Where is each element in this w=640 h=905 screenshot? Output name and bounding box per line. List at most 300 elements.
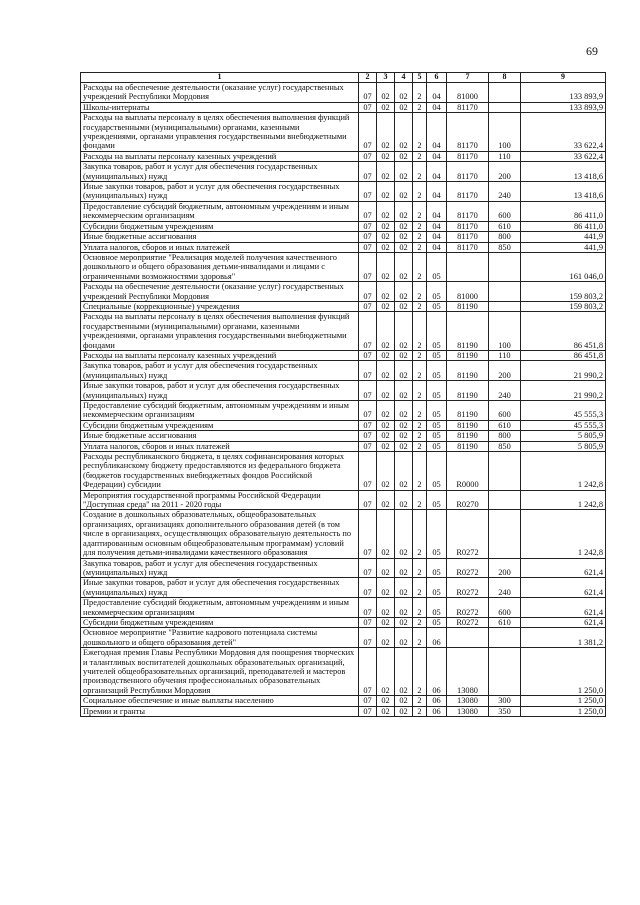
table-row — [81, 201, 606, 221]
code-section-cell: 07 — [359, 350, 377, 360]
code-program-cell: 02 — [395, 706, 413, 716]
amount-cell: 21 990,2 — [521, 381, 606, 401]
code-subprogram-cell: 2 — [413, 102, 427, 112]
code-subprogram-cell: 2 — [413, 617, 427, 627]
code-measure-cell: 05 — [427, 361, 447, 381]
code-subprogram-cell: 2 — [413, 242, 427, 252]
code-subsection-cell: 02 — [377, 113, 395, 152]
code-subsection-cell: 02 — [377, 578, 395, 598]
code-direction-cell: 13080 — [447, 648, 489, 696]
table-row — [81, 301, 606, 311]
code-subsection-cell: 02 — [377, 401, 395, 421]
code-section-cell: 07 — [359, 490, 377, 510]
code-expense-type-cell — [489, 282, 521, 302]
code-subsection-cell: 02 — [377, 201, 395, 221]
item-name-cell: Основное мероприятие "Реализация моделей получения качественного дошкольного и общего образования детьми-инвалидами и лицами с ограниченными возможностями здоровья" — [81, 252, 359, 281]
amount-cell: 1 242,8 — [521, 510, 606, 558]
code-section-cell: 07 — [359, 381, 377, 401]
code-measure-cell: 05 — [427, 578, 447, 598]
amount-cell: 5 805,9 — [521, 431, 606, 441]
code-measure-cell: 05 — [427, 381, 447, 401]
column-header-7: 7 — [447, 73, 489, 83]
code-section-cell: 07 — [359, 301, 377, 311]
code-measure-cell: 04 — [427, 182, 447, 202]
code-subsection-cell: 02 — [377, 221, 395, 231]
amount-cell: 33 622,4 — [521, 113, 606, 152]
code-program-cell: 02 — [395, 312, 413, 351]
code-expense-type-cell: 600 — [489, 401, 521, 421]
table-row — [81, 628, 606, 648]
amount-cell: 1 242,8 — [521, 452, 606, 491]
table-row — [81, 252, 606, 281]
item-name-cell: Иные бюджетные ассигнования — [81, 431, 359, 441]
code-subprogram-cell: 2 — [413, 201, 427, 221]
code-direction-cell: 81170 — [447, 242, 489, 252]
code-section-cell: 07 — [359, 182, 377, 202]
code-section-cell: 07 — [359, 361, 377, 381]
code-measure-cell: 04 — [427, 221, 447, 231]
code-measure-cell: 06 — [427, 706, 447, 716]
column-header-8: 8 — [489, 73, 521, 83]
code-program-cell: 02 — [395, 221, 413, 231]
code-direction-cell: R0272 — [447, 558, 489, 578]
code-subsection-cell: 02 — [377, 162, 395, 182]
code-expense-type-cell — [489, 102, 521, 112]
code-program-cell: 02 — [395, 696, 413, 706]
item-name-cell: Иные закупки товаров, работ и услуг для обеспечения государственных (муниципальных) нужд — [81, 381, 359, 401]
table-row — [81, 648, 606, 696]
code-subprogram-cell: 2 — [413, 558, 427, 578]
code-measure-cell: 04 — [427, 113, 447, 152]
code-section-cell: 07 — [359, 221, 377, 231]
code-program-cell: 02 — [395, 232, 413, 242]
item-name-cell: Расходы республиканского бюджета, в целях софинансирования которых республиканскому бюджету предоставляются из федерального бюджета (бюджетов государственных внебюджетных фондов Российской Федерации) субсидии — [81, 452, 359, 491]
code-subsection-cell: 02 — [377, 361, 395, 381]
column-header-1: 1 — [81, 73, 359, 83]
code-section-cell: 07 — [359, 401, 377, 421]
code-subsection-cell: 02 — [377, 617, 395, 627]
code-section-cell: 07 — [359, 706, 377, 716]
code-expense-type-cell — [489, 628, 521, 648]
item-name-cell: Социальное обеспечение и иные выплаты населению — [81, 696, 359, 706]
code-measure-cell: 05 — [427, 558, 447, 578]
code-section-cell: 07 — [359, 201, 377, 221]
code-program-cell: 02 — [395, 490, 413, 510]
code-direction-cell: R0270 — [447, 490, 489, 510]
code-program-cell: 02 — [395, 648, 413, 696]
code-expense-type-cell: 200 — [489, 162, 521, 182]
code-direction-cell: 13080 — [447, 696, 489, 706]
code-subprogram-cell: 2 — [413, 162, 427, 182]
code-section-cell: 07 — [359, 431, 377, 441]
code-measure-cell: 05 — [427, 490, 447, 510]
code-direction-cell: 81170 — [447, 113, 489, 152]
amount-cell: 621,4 — [521, 598, 606, 618]
code-subsection-cell: 02 — [377, 558, 395, 578]
code-expense-type-cell — [489, 648, 521, 696]
code-program-cell: 02 — [395, 452, 413, 491]
code-program-cell: 02 — [395, 282, 413, 302]
item-name-cell: Мероприятия государственной программы Российской Федерации "Доступная среда" на 2011 - 2020 годы — [81, 490, 359, 510]
code-expense-type-cell: 800 — [489, 431, 521, 441]
table-row — [81, 221, 606, 231]
code-subprogram-cell: 2 — [413, 151, 427, 161]
code-program-cell: 02 — [395, 201, 413, 221]
column-header-6: 6 — [427, 73, 447, 83]
code-direction-cell: 13080 — [447, 706, 489, 716]
code-measure-cell: 05 — [427, 312, 447, 351]
code-measure-cell: 05 — [427, 252, 447, 281]
code-subprogram-cell: 2 — [413, 510, 427, 558]
amount-cell: 621,4 — [521, 578, 606, 598]
code-section-cell: 07 — [359, 102, 377, 112]
item-name-cell: Расходы на выплаты персоналу казенных учреждений — [81, 350, 359, 360]
table-row — [81, 452, 606, 491]
code-direction-cell: 81190 — [447, 441, 489, 451]
code-section-cell: 07 — [359, 510, 377, 558]
code-measure-cell: 04 — [427, 242, 447, 252]
code-subprogram-cell: 2 — [413, 113, 427, 152]
table-row — [81, 510, 606, 558]
code-direction-cell: 81190 — [447, 361, 489, 381]
code-measure-cell: 04 — [427, 162, 447, 182]
code-program-cell: 02 — [395, 617, 413, 627]
amount-cell: 13 418,6 — [521, 162, 606, 182]
code-direction-cell: R0272 — [447, 578, 489, 598]
table-row — [81, 441, 606, 451]
code-subprogram-cell: 2 — [413, 83, 427, 103]
item-name-cell: Предоставление субсидий бюджетным, автономным учреждениям и иным некоммерческим организациям — [81, 201, 359, 221]
code-subprogram-cell: 2 — [413, 232, 427, 242]
amount-cell: 86 451,8 — [521, 350, 606, 360]
code-expense-type-cell — [489, 510, 521, 558]
code-expense-type-cell: 800 — [489, 232, 521, 242]
code-subsection-cell: 02 — [377, 83, 395, 103]
code-subsection-cell: 02 — [377, 301, 395, 311]
code-measure-cell: 05 — [427, 441, 447, 451]
code-section-cell: 07 — [359, 252, 377, 281]
item-name-cell: Расходы на обеспечение деятельности (оказание услуг) государственных учреждений Республики Мордовия — [81, 282, 359, 302]
amount-cell: 21 990,2 — [521, 361, 606, 381]
code-section-cell: 07 — [359, 282, 377, 302]
code-subsection-cell: 02 — [377, 242, 395, 252]
code-direction-cell: 81190 — [447, 301, 489, 311]
code-section-cell: 07 — [359, 617, 377, 627]
code-direction-cell: 81190 — [447, 350, 489, 360]
code-section-cell: 07 — [359, 113, 377, 152]
amount-cell: 159 803,2 — [521, 282, 606, 302]
code-subprogram-cell: 2 — [413, 252, 427, 281]
code-subsection-cell: 02 — [377, 706, 395, 716]
code-expense-type-cell: 350 — [489, 706, 521, 716]
amount-cell: 86 411,0 — [521, 221, 606, 231]
amount-cell: 621,4 — [521, 617, 606, 627]
code-program-cell: 02 — [395, 242, 413, 252]
code-section-cell: 07 — [359, 83, 377, 103]
code-program-cell: 02 — [395, 598, 413, 618]
code-program-cell: 02 — [395, 578, 413, 598]
code-direction-cell: 81170 — [447, 232, 489, 242]
item-name-cell: Субсидии бюджетным учреждениям — [81, 221, 359, 231]
code-expense-type-cell — [489, 301, 521, 311]
code-expense-type-cell: 600 — [489, 598, 521, 618]
code-program-cell: 02 — [395, 558, 413, 578]
code-program-cell: 02 — [395, 628, 413, 648]
table-row — [81, 706, 606, 716]
table-body — [81, 83, 606, 717]
code-subsection-cell: 02 — [377, 182, 395, 202]
column-header-9: 9 — [521, 73, 606, 83]
code-subsection-cell: 02 — [377, 252, 395, 281]
item-name-cell: Расходы на обеспечение деятельности (оказание услуг) государственных учреждений Республики Мордовия — [81, 83, 359, 103]
code-expense-type-cell: 100 — [489, 312, 521, 351]
code-section-cell: 07 — [359, 232, 377, 242]
code-program-cell: 02 — [395, 510, 413, 558]
item-name-cell: Расходы на выплаты персоналу в целях обеспечения выполнения функций государственными (муниципальными) органами, казенными учреждениями, органами управления государственными внебюджетными фондами — [81, 312, 359, 351]
code-direction-cell: 81170 — [447, 221, 489, 231]
amount-cell: 1 250,0 — [521, 706, 606, 716]
amount-cell: 621,4 — [521, 558, 606, 578]
amount-cell: 441,9 — [521, 242, 606, 252]
code-direction-cell: 81190 — [447, 312, 489, 351]
code-measure-cell: 05 — [427, 301, 447, 311]
amount-cell: 133 893,9 — [521, 83, 606, 103]
page-number: 69 — [586, 44, 598, 58]
code-section-cell: 07 — [359, 598, 377, 618]
code-subsection-cell: 02 — [377, 490, 395, 510]
code-expense-type-cell: 110 — [489, 151, 521, 161]
table-row — [81, 617, 606, 627]
code-direction-cell: 81190 — [447, 401, 489, 421]
code-subsection-cell: 02 — [377, 282, 395, 302]
table-row — [81, 578, 606, 598]
item-name-cell: Закупка товаров, работ и услуг для обеспечения государственных (муниципальных) нужд — [81, 361, 359, 381]
item-name-cell: Специальные (коррекционные) учреждения — [81, 301, 359, 311]
column-header-4: 4 — [395, 73, 413, 83]
code-measure-cell: 05 — [427, 420, 447, 430]
column-header-3: 3 — [377, 73, 395, 83]
amount-cell: 86 411,0 — [521, 201, 606, 221]
code-measure-cell: 05 — [427, 510, 447, 558]
amount-cell: 133 893,9 — [521, 102, 606, 112]
code-measure-cell: 05 — [427, 431, 447, 441]
item-name-cell: Школы-интернаты — [81, 102, 359, 112]
item-name-cell: Закупка товаров, работ и услуг для обеспечения государственных (муниципальных) нужд — [81, 558, 359, 578]
table-row — [81, 182, 606, 202]
item-name-cell: Иные закупки товаров, работ и услуг для обеспечения государственных (муниципальных) нужд — [81, 182, 359, 202]
code-measure-cell: 05 — [427, 452, 447, 491]
code-subsection-cell: 02 — [377, 350, 395, 360]
code-section-cell: 07 — [359, 312, 377, 351]
item-name-cell: Уплата налогов, сборов и иных платежей — [81, 242, 359, 252]
item-name-cell: Расходы на выплаты персоналу в целях обеспечения выполнения функций государственными (муниципальными) органами, казенными учреждениями, органами управления государственными внебюджетными фондами — [81, 113, 359, 152]
table-row — [81, 242, 606, 252]
amount-cell: 161 046,0 — [521, 252, 606, 281]
table-row — [81, 102, 606, 112]
code-subsection-cell: 02 — [377, 441, 395, 451]
code-direction-cell: R0000 — [447, 452, 489, 491]
code-subprogram-cell: 2 — [413, 490, 427, 510]
table-row — [81, 558, 606, 578]
table-row — [81, 490, 606, 510]
table-row — [81, 282, 606, 302]
code-expense-type-cell: 200 — [489, 361, 521, 381]
code-direction-cell: 81000 — [447, 83, 489, 103]
code-direction-cell: R0272 — [447, 510, 489, 558]
code-section-cell: 07 — [359, 151, 377, 161]
code-direction-cell: 81190 — [447, 420, 489, 430]
code-section-cell: 07 — [359, 578, 377, 598]
code-measure-cell: 05 — [427, 617, 447, 627]
code-measure-cell: 05 — [427, 350, 447, 360]
code-subprogram-cell: 2 — [413, 420, 427, 430]
code-subprogram-cell: 2 — [413, 452, 427, 491]
code-subsection-cell: 02 — [377, 598, 395, 618]
item-name-cell: Предоставление субсидий бюджетным, автономным учреждениям и иным некоммерческим организациям — [81, 598, 359, 618]
item-name-cell: Премии и гранты — [81, 706, 359, 716]
code-measure-cell: 06 — [427, 628, 447, 648]
item-name-cell: Уплата налогов, сборов и иных платежей — [81, 441, 359, 451]
code-program-cell: 02 — [395, 102, 413, 112]
header-row — [81, 73, 606, 83]
item-name-cell: Основное мероприятие "Развитие кадрового потенциала системы дошкольного и общего образования детей" — [81, 628, 359, 648]
code-measure-cell: 06 — [427, 696, 447, 706]
code-section-cell: 07 — [359, 452, 377, 491]
code-section-cell: 07 — [359, 441, 377, 451]
code-expense-type-cell — [489, 83, 521, 103]
item-name-cell: Закупка товаров, работ и услуг для обеспечения государственных (муниципальных) нужд — [81, 162, 359, 182]
table-row — [81, 162, 606, 182]
code-program-cell: 02 — [395, 113, 413, 152]
code-subprogram-cell: 2 — [413, 696, 427, 706]
code-subprogram-cell: 2 — [413, 401, 427, 421]
table-row — [81, 598, 606, 618]
code-program-cell: 02 — [395, 350, 413, 360]
code-subprogram-cell: 2 — [413, 361, 427, 381]
table-row — [81, 431, 606, 441]
table-row — [81, 361, 606, 381]
code-subsection-cell: 02 — [377, 696, 395, 706]
code-direction-cell: 81170 — [447, 102, 489, 112]
table-row — [81, 312, 606, 351]
code-direction-cell: 81190 — [447, 431, 489, 441]
code-program-cell: 02 — [395, 381, 413, 401]
code-subprogram-cell: 2 — [413, 598, 427, 618]
amount-cell: 45 555,3 — [521, 401, 606, 421]
code-program-cell: 02 — [395, 182, 413, 202]
code-measure-cell: 04 — [427, 232, 447, 242]
code-program-cell: 02 — [395, 83, 413, 103]
code-program-cell: 02 — [395, 401, 413, 421]
table-row — [81, 83, 606, 103]
code-direction-cell — [447, 628, 489, 648]
code-subprogram-cell: 2 — [413, 350, 427, 360]
code-program-cell: 02 — [395, 151, 413, 161]
code-subprogram-cell: 2 — [413, 431, 427, 441]
code-direction-cell: 81170 — [447, 201, 489, 221]
amount-cell: 441,9 — [521, 232, 606, 242]
code-subsection-cell: 02 — [377, 648, 395, 696]
table-row — [81, 350, 606, 360]
code-measure-cell: 04 — [427, 102, 447, 112]
code-expense-type-cell: 100 — [489, 113, 521, 152]
item-name-cell: Иные бюджетные ассигнования — [81, 232, 359, 242]
code-expense-type-cell: 610 — [489, 221, 521, 231]
item-name-cell: Ежегодная премия Главы Республики Мордовия для поощрения творческих и талантливых воспитателей дошкольных образовательных организаций, учителей общеобразовательных организаций, преподавателей и мастеров производственного обучения профессиональных образовательных организаций Республики Мордовия — [81, 648, 359, 696]
code-subsection-cell: 02 — [377, 510, 395, 558]
amount-cell: 13 418,6 — [521, 182, 606, 202]
code-expense-type-cell: 610 — [489, 420, 521, 430]
code-program-cell: 02 — [395, 431, 413, 441]
code-expense-type-cell: 240 — [489, 578, 521, 598]
amount-cell: 159 803,2 — [521, 301, 606, 311]
code-expense-type-cell: 300 — [489, 696, 521, 706]
code-direction-cell: 81000 — [447, 282, 489, 302]
amount-cell: 45 555,3 — [521, 420, 606, 430]
code-subprogram-cell: 2 — [413, 282, 427, 302]
code-direction-cell: 81190 — [447, 381, 489, 401]
amount-cell: 1 250,0 — [521, 648, 606, 696]
code-direction-cell: 81170 — [447, 162, 489, 182]
code-subprogram-cell: 2 — [413, 706, 427, 716]
code-expense-type-cell: 110 — [489, 350, 521, 360]
column-header-2: 2 — [359, 73, 377, 83]
code-subsection-cell: 02 — [377, 452, 395, 491]
code-measure-cell: 05 — [427, 598, 447, 618]
code-measure-cell: 04 — [427, 83, 447, 103]
code-section-cell: 07 — [359, 628, 377, 648]
amount-cell: 33 622,4 — [521, 151, 606, 161]
table-row — [81, 696, 606, 706]
code-program-cell: 02 — [395, 361, 413, 381]
code-subprogram-cell: 2 — [413, 182, 427, 202]
table-row — [81, 420, 606, 430]
code-subprogram-cell: 2 — [413, 221, 427, 231]
amount-cell: 1 381,2 — [521, 628, 606, 648]
amount-cell: 86 451,8 — [521, 312, 606, 351]
code-direction-cell — [447, 252, 489, 281]
code-measure-cell: 04 — [427, 201, 447, 221]
code-expense-type-cell: 850 — [489, 242, 521, 252]
code-expense-type-cell — [489, 252, 521, 281]
table-row — [81, 151, 606, 161]
code-section-cell: 07 — [359, 162, 377, 182]
code-subprogram-cell: 2 — [413, 301, 427, 311]
code-subprogram-cell: 2 — [413, 578, 427, 598]
code-expense-type-cell: 240 — [489, 381, 521, 401]
code-subsection-cell: 02 — [377, 420, 395, 430]
code-section-cell: 07 — [359, 696, 377, 706]
code-expense-type-cell — [489, 452, 521, 491]
code-measure-cell: 04 — [427, 151, 447, 161]
amount-cell: 1 250,0 — [521, 696, 606, 706]
code-subprogram-cell: 2 — [413, 628, 427, 648]
code-program-cell: 02 — [395, 441, 413, 451]
amount-cell: 1 242,8 — [521, 490, 606, 510]
budget-table — [80, 72, 606, 717]
code-subsection-cell: 02 — [377, 628, 395, 648]
item-name-cell: Субсидии бюджетным учреждениям — [81, 420, 359, 430]
code-measure-cell: 06 — [427, 648, 447, 696]
code-subsection-cell: 02 — [377, 312, 395, 351]
column-header-5: 5 — [413, 73, 427, 83]
code-subsection-cell: 02 — [377, 151, 395, 161]
code-section-cell: 07 — [359, 242, 377, 252]
code-expense-type-cell: 200 — [489, 558, 521, 578]
code-direction-cell: 81170 — [447, 182, 489, 202]
code-subprogram-cell: 2 — [413, 441, 427, 451]
item-name-cell: Создание в дошкольных образовательных, общеобразовательных организациях, организациях дополнительного образования детей (в том числе в организациях, осуществляющих образовательную деятельность по адаптированным основным общеобразовательным программам) условий для получения детьми-инвалидами качественного образования — [81, 510, 359, 558]
